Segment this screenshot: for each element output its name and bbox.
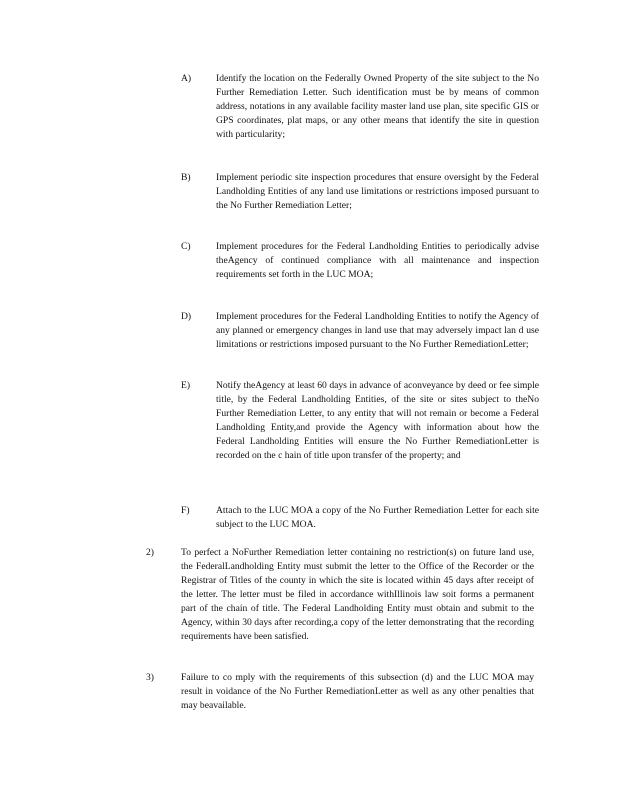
item-marker: C)	[181, 241, 191, 252]
item-marker: E)	[181, 380, 191, 391]
item-marker: D)	[181, 311, 192, 322]
item-text: Attach to the LUC MOA a copy of the No Further Remediation Letter for each site subject to the LUC MOA.	[216, 505, 539, 530]
item-text: Identify the location on the Federally Owned Property of the site subject to the No Further Remediation Letter. Such identification must be by means of common address, notations in any available facility master land use plan, site specific GIS or GPS coordinates, plat maps, or any other means that identify the site in question with particularity;	[216, 73, 539, 140]
item-marker: F)	[181, 505, 190, 516]
item-text: Implement procedures for the Federal Landholding Entities to notify the Agency of any planned or emergency changes in land use that may adversely impact lan d use limitations or restrictions imposed pursuant to the No Further RemediationLetter;	[216, 311, 539, 350]
item-text: Notify theAgency at least 60 days in advance of aconveyance by deed or fee simple title, by the Federal Landholding Entities, of the site or sites subject to theNo Further Remediation Letter, to any entity that will not remain or become a Federal Landholding Entity,and provide the Agency with information about how the Federal Landholding Entities will ensure the No Further RemediationLetter is recorded on the c hain of title upon transfer of the property; and	[216, 380, 539, 461]
item-marker: 3)	[146, 672, 154, 683]
item-text: Implement procedures for the Federal Landholding Entities to periodically advise theAgency of continued compliance with all maintenance and inspection requirements set forth in the LUC MOA;	[216, 241, 539, 280]
item-marker: B)	[181, 172, 191, 183]
item-marker: A)	[181, 73, 192, 84]
item-text: To perfect a NoFurther Remediation letter containing no restriction(s) on future land use, the FederalLandholding Entity must submit the letter to the Office of the Recorder or the Registrar of Titles of the county in which the site is located within 45 days after receipt of the letter. The letter must be filed in accordance withIllinois law soit forms a permanent part of the chain of title. The Federal Landholding Entity must obtain and submit to the Agency, within 30 days after recording,a copy of the letter demonstrating that the recording requirements have been satisfied.	[181, 547, 534, 642]
item-text: Implement periodic site inspection procedures that ensure oversight by the Federal Landholding Entities of any land use limitations or restrictions imposed pursuant to the No Further Remediation Letter;	[216, 172, 539, 211]
item-text: Failure to co mply with the requirements of this subsection (d) and the LUC MOA may result in voidance of the No Further RemediationLetter as well as any other penalties that may beavailable.	[181, 672, 534, 711]
item-marker: 2)	[146, 547, 154, 558]
